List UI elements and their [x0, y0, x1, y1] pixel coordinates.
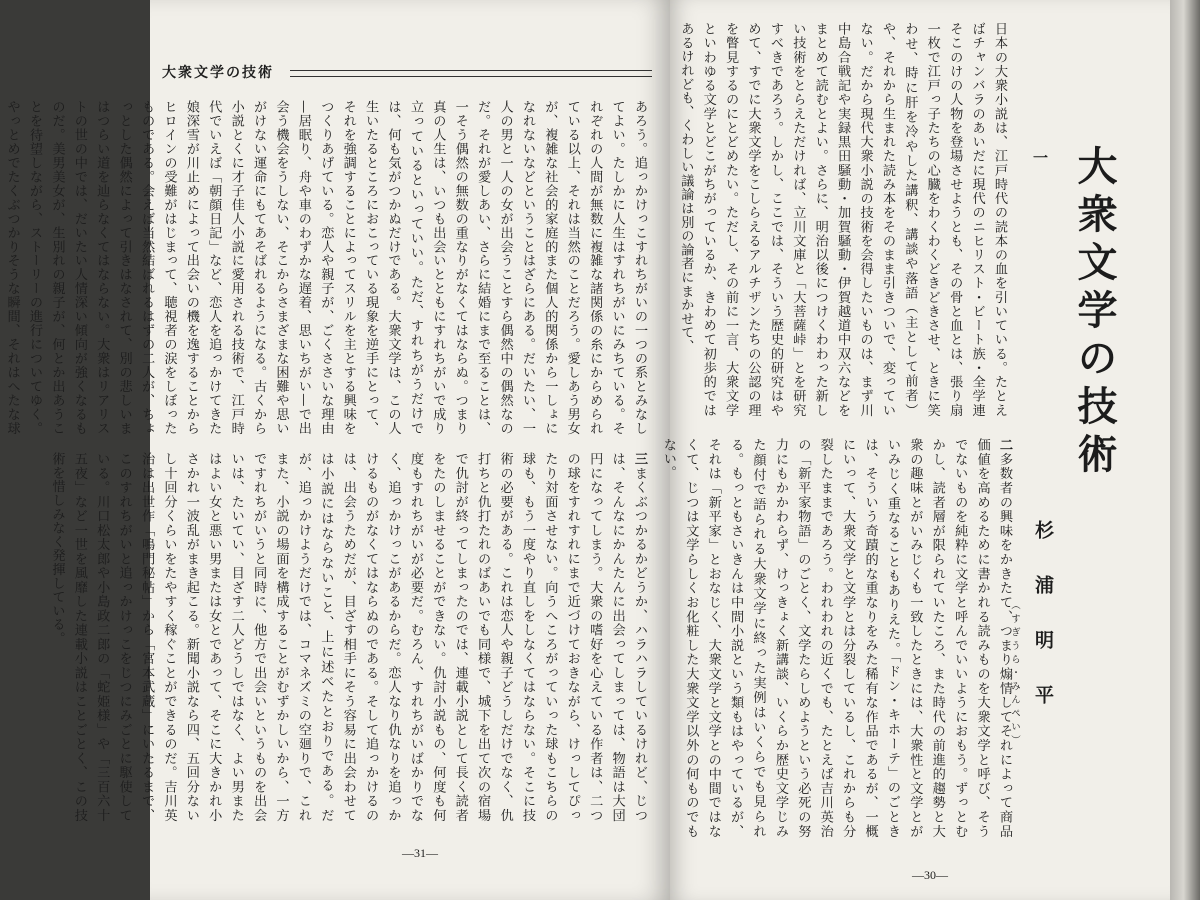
left-page-lower-text: まくぶつかるかどうか、ハラハラしているけれど、じつは、そんなにかんたんに出会ってしまっては、物語は大団円になってしまう。大衆の嗜好を心えている作者は、二つの球をすれすれにまで近づけておきながら、けっしてぴったり対面させない。向うへころがっていった球もこちらの球も、もう一度やり直しをしなくてはならない。そこに技術の必要がある。これは恋人や親子どうしだけでなく、仇打ちと仇打たれのばあいでも同様で、城下を出て次の宿場で仇討が終ってしまったのでは、連載小説として長く読者をたのしませることができない。仇討小説もの、何度も何度もすれちがいが必要だ。むろん、すれちがいばかりでなく、追っかけっこがあるからだ。恋人なり仇なりを追っかけるものがなくてはならぬのである。そして追っかけるのは、出会うためだが、目ざす相手にそう容易に出会わせては小説にはならないこと、上に述べたとおりである。だが、追っかけようだけでは、コマネズミの空廻りで、これまた、小説の場面を構成することがむずかしいから、一方ですれちがいうと同時に、他方で出会いというものを出会いは、たいてい、目ざす二人どうしではなく、よい男またはよい女と悪い男または女とであって、そこに大きかれ小さかれ一波乱がまき起こる。新聞小説なら四、五回分ないし十回分くらいをたやすく稼ぐことができるのだ。吉川英治は出世作「鳴門秘帖」から「宮本武蔵」にいたるまで、このすれちがいと追っかけっこをじつにみごとに駆使している。川口松太郎や小島政二郎の「蛇姫様」や「三百六十五夜」など一世を風靡した連載小説はことごとく、この技術を惜しみなく発揮している。 [49, 452, 647, 822]
page-number-30: —30— [912, 868, 948, 882]
right-page-lower-columns [660, 438, 1015, 838]
right-page-lower-text: 多数者の興味をかきたて、つまり煽情してそれによって商品価値を高めるために書かれる読みものを大衆文学と呼び、そうでないものを純粋に文学と呼んでいいようにおもう。ずっとむかし、読者層が限られていたころ、また時代の前進的趨勢と大衆の趣味とがいみじくも一致したときには、大衆性と文学とがいみじく重なることもありえた。「ドン・キホーテ」のごときは、そういう奇蹟的な重なりをみた稀有な作品であるが、一概にいって、大衆文学と文学とは分裂しているし、これからも分裂したままであろう。われわれの近くでも、たとえば吉川英治の「新平家物語」のごとく、文学たらしめようという必死の努力にもかかわらず、けっきょく新講談、いくらか歴史文学じみた顔付で語られる大衆文学に終った実例はいくらでも見られる。もっともさいきんは中間小説という類もはやっているが、それは「新平家」とおなじく、大衆文学と文学との中間ではなくて、じつは文学らしくお化粧した大衆文学以外の何ものでもない。 [660, 438, 1012, 838]
article-title: 大衆文学の技術 [1071, 145, 1118, 481]
running-header-title: 大衆文学の技術 [162, 65, 274, 81]
right-page-upper-columns: 日本の大衆小説は、江戸時代の読本の血を引いている。たとえばチャンバラのあいだに現代のニヒリスト・ビート族・全学連そこのけの人物を登場させようとも、その骨と血とは、張り扇一枚で江戸っ子たちの心臓をわくわくどきどきさせ、ときに笑わせ、時に肝を冷やした講釈、講談や落語（主として前者）や、それから生まれた読み本をそのまま引きついで、変っていない。だから現代大衆小説の技術を会得したいものは、まず川中島合戦記や実録黒田騒動・加賀騒動・伊賀越道中双六などをまとめて読むとよい。さらに、明治以後につけくわわった新しい技術をとらえただければ、立川文庫と「大菩薩峠」とを研究すべきであろう。しかし、ここでは、そういう歴史的研究はやめて、すでに大衆文学をこしらえるアルチザンたちの公認の理を瞥見するのにとどめたい。ただし、その前に一言、大衆文学といわゆる文学とどこがちがっているか、きわめて初歩的ではあるけれども、くわしい議論は別の論者にまかせて、 [678, 22, 1007, 417]
right-page [660, 0, 1170, 900]
page-number-31: —31— [402, 846, 438, 860]
section-three-mark: 三 [632, 452, 647, 467]
running-header [162, 62, 652, 84]
header-double-rule [290, 70, 652, 77]
section-two-mark: 二 [997, 438, 1012, 453]
author-reading: （すぎうら・みんぺい） [1009, 600, 1020, 749]
left-page-upper-columns: あろう。追っかけっこすれちがいの一つの系とみなしてよい。たしかに人生はすれちがいにみちている。それぞれの人間が無数に複雑な諸関係の糸にからめられている以上、それは当然のことだろう。愛しあう男女が、複雑な社会的家庭的また個人的関係から一しょになれないなどということはざらにある。だいたい、一人の男と一人の女が出会うことすら偶然中の偶然なのだ。それが愛しあい、さらに結婚にまで至ることは、一そう偶然の無数の重なりがなくてはならぬ。つまり真の人生は、いつも出会いとともにすれちがいで成り立っているといっていい。ただ、すれちがうだけでは、何も気がつかぬだけである。大衆文学は、この人生いたるところにおこっている現象を逆手にとって、それを強調することによってスリルを主とする興味をつくりあげている。恋人や親子が、ごくささいな理由—居眠り、舟や車のわずかな遅着、思いちがい—で出会う機会をうしない、そこからさまざまな困難や思いがけない運命にもてあそばれるようになる。古くから小説とくに才子佳人小説に愛用される技術で、江戸時代でいえば「朝顔日記」など、恋人を追っかけてきた娘深雪が川止めによって出会いの機を逸することからヒロインの受難がはじまって、聴視者の涙をしぼったものである。会えば当然結ばれるはずの二人が、ちょっとした偶然によって引きはなされて、別の悲しいまはつらい道を辿らなくてはならない。大衆はリアリストの世の中では、だいたい人情深い傾向が強くなるものだ。美男美女が、生別れの親子が、何とか出あうことを待望しながら、ストーリーの進行についてゆく。やっとめでたくぶつかりそうな瞬間、それはへたな球 [4, 100, 647, 435]
left-page [4, 0, 670, 900]
author-name: 杉浦明平 [1032, 520, 1054, 740]
left-page-lower-columns [49, 452, 650, 822]
section-one-mark: 一 [1031, 150, 1049, 165]
page-edge [1170, 0, 1200, 900]
